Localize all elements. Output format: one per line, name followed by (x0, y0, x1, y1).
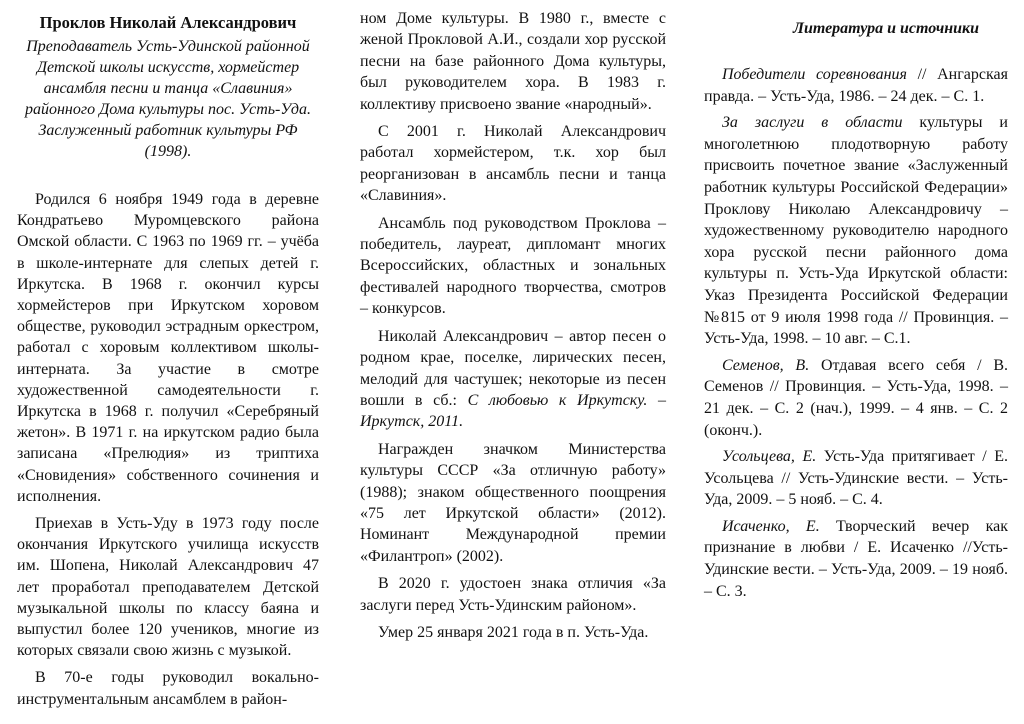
songs-collection-title: С любовью к Иркутску. – Иркутск, 2011. (360, 391, 667, 431)
column-career (360, 8, 666, 649)
person-credentials: Преподаватель Усть-Удинской районной Детской школы искусств, хормейстер ансамбля песни и танца «Славиния» районного Дома культуры пос. Усть-Уда. Заслуженный работник культуры РФ (1998). (24, 38, 311, 160)
reference-details: культуры и многолетнюю плодотворную работу присвоить почетное звание «Заслуженный работник культуры Российской Федерации» Проклову Николаю Александровичу – художественному руководителю народного хора русской песни районного дома культуры п. Усть-Уда Иркутской области: Указ Президента Российской Федерации №815 от 9 июля 1998 года // Провинция. – Усть-Уда, 1998. – 10 авг. – С.1. (704, 114, 1008, 348)
paragraph-ensemble-awards: Ансамбль под руководством Проклова – победитель, лауреат, дипломант многих Всероссийских, областных и зональных фестивалей народного творчества, смотров – конкурсов. (360, 214, 666, 318)
paragraph-honors: Награжден значком Министерства культуры СССР «За отличную работу» (1988); знаком общественного поощрения «75 лет Иркутской области» (2012). Номинант Международной премии «Филантроп» (2002). (360, 440, 666, 565)
reference-item (704, 112, 1008, 350)
reference-details: Усть-Уда притягивает / Е. Усольцева // Усть-Удинские вести. – Усть-Уда, 2009. – 5 нояб. – С. 4. (704, 448, 1008, 509)
paragraph-choir-founding: ном Доме культуры. В 1980 г., вместе с женой Прокловой А.И., создали хор русской песни на базе районного Дома культуры, был руководителем хора. В 1983 г. коллективу присвоено звание «народный». (360, 10, 666, 113)
reference-author: Семенов, В. (722, 356, 810, 374)
references-title: Литература и источники (792, 20, 980, 37)
reference-item (704, 446, 1008, 511)
reference-details: // Ангарская правда. – Усть-Уда, 1986. – 24 дек. – С. 1. (704, 66, 1009, 105)
reference-author: Победители соревнования (722, 66, 907, 83)
reference-details: Творческий вечер как признание в любви / Е. Исаченко //Усть-Удинские вести. – Усть-Уда, 2009. – 19 нояб. – С. 3. (704, 517, 1008, 600)
reference-item (704, 64, 1008, 107)
reference-author: За заслуги в области (722, 114, 903, 132)
reference-item (704, 355, 1008, 441)
paragraph-death: Умер 25 января 2021 года в п. Усть-Уда. (378, 623, 649, 641)
paragraph-vocal-ensemble: В 70-е годы руководил вокально-инструментальным ансамблем в район- (17, 669, 319, 708)
reference-details: Отдавая всего себя / В. Семенов // Провинция. – Усть-Уда, 1998. – 21 дек. – С. 2 (нач.), 1999. – 4 янв. – С. 2 (оконч.). (704, 356, 1009, 439)
reference-author: Усольцева, Е. (722, 448, 817, 466)
paragraph-2020-award: В 2020 г. удостоен знака отличия «За заслуги перед Усть-Удинским районом». (360, 575, 666, 614)
reference-author: Исаченко, Е. (722, 517, 820, 535)
person-name: Проклов Николай Александрович (39, 13, 297, 32)
songs-text: Николай Александрович – автор песен о родном крае, поселке, лирических песен, мелодий для частушек; некоторые из песен вошли в сб.: (360, 327, 666, 409)
reference-item (704, 516, 1008, 602)
paragraph-ust-uda-teaching: Приехав в Усть-Уду в 1973 году после окончания Иркутского училища искусств им. Шопена, Николай Александрович 47 лет проработал преподавателем Детской музыкальной школы по классу баяна и выпустил более 120 учеников, многие из которых связали свою жизнь с музыкой. (17, 515, 319, 660)
paragraph-songs (360, 326, 666, 433)
paragraph-slavinia: С 2001 г. Николай Александрович работал хормейстером, т.к. хор был реорганизован в ансамбль песни и танца «Славиния». (360, 123, 666, 205)
column-biography (17, 8, 319, 716)
paragraph-birth-education: Родился 6 ноября 1949 года в деревне Кондратьево Муромцевского района Омской области. С 1963 по 1969 гг. – учёба в школе-интернате для слепых детей г. Иркутска. В 1968 г. окончил курсы хормейстеров при Иркутском хоровом обществе, руководил эстрадным оркестром, работал с хоровым коллективом школы-интерната. За участие в смотре художественной самодеятельности г. Иркутска в 1968 г. получил «Серебряный жетон». В 1971 г. на иркутском радио была записана «Прелюдия» из триптиха «Сновидения» собственного сочинения и исполнения. (17, 191, 319, 505)
column-references (704, 8, 1008, 607)
